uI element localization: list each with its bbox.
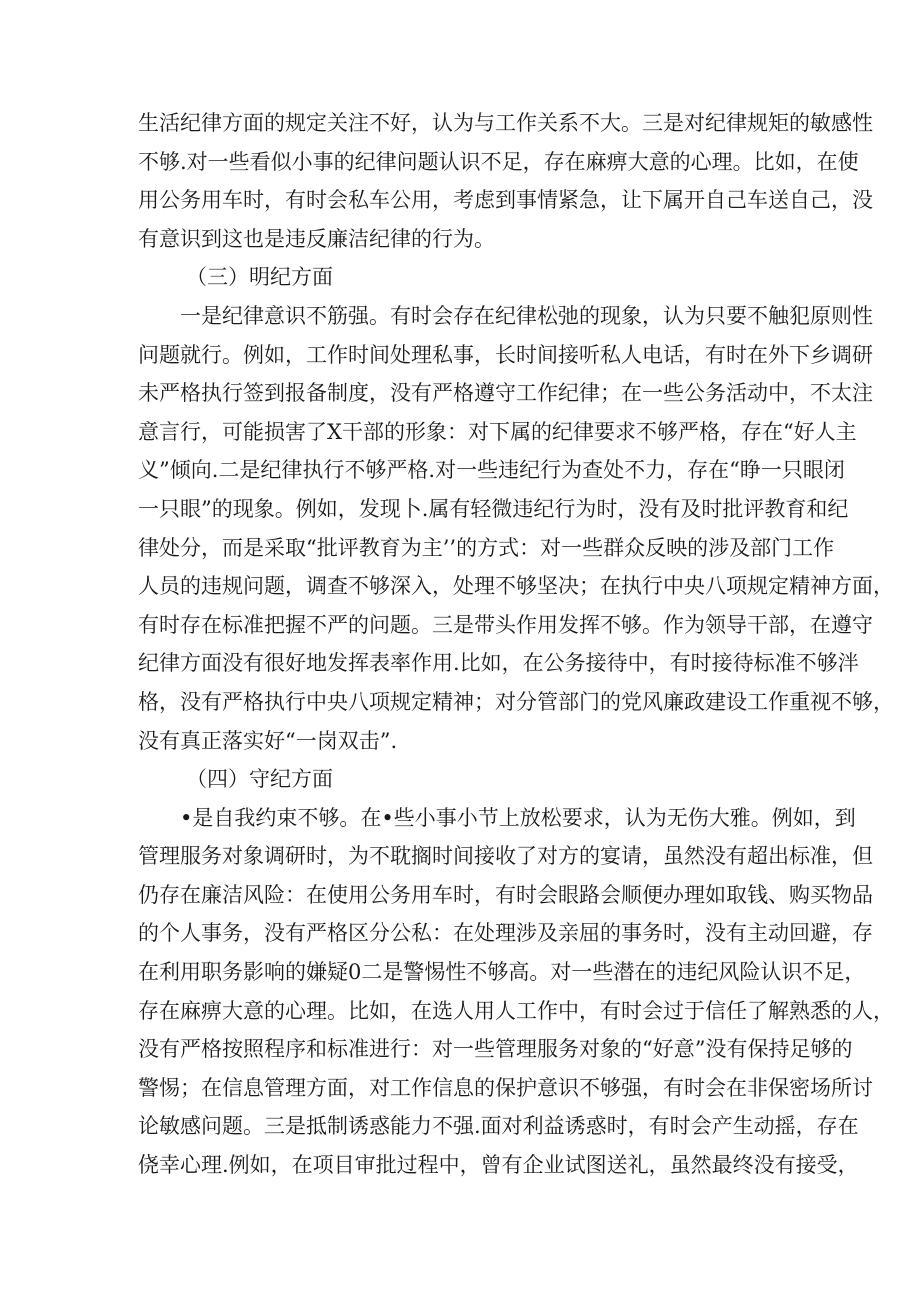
text-line: 仍存在廉洁风险：在使用公务用车时，有时会眼路会顺便办理如取钱、购买物品	[138, 882, 873, 907]
text-line: 用公务用车时，有时会私车公用，考虑到事情紧急，让下属开自己车送自己，没	[138, 188, 873, 213]
text-line: •是自我约束不够。在•些小事小节上放松要求，认为无伤大雅。例如，到	[180, 805, 856, 830]
text-line: 有意识到这也是违反廉洁纪律的行为。	[138, 226, 495, 251]
text-line: 一是纪律意识不筋强。有时会存在纪律松弛的现象，认为只要不触犯原则性	[180, 303, 873, 328]
text-line: 论敏感问题。三是抵制诱惑能力不强.面对利益诱惑时，有时会产生动摇，存在	[138, 1114, 859, 1139]
text-line: 问题就行。例如，工作时间处理私事，长时间接听私人电话，有时在外下乡调研	[138, 342, 873, 367]
text-line: 的个人事务，没有严格区分公私：在处理涉及亲屈的事务时，没有主动回避，存	[138, 921, 873, 946]
heading-text: （四）守纪方面	[186, 767, 333, 792]
text-line: 格，没有严格执行中央八项规定精神；对分管部门的党风廉政建设工作重视不够，	[138, 689, 894, 714]
text-line: 存在麻痹大意的心理。比如，在选人用人工作中，有时会过于信任了解熟悉的人，	[138, 998, 894, 1023]
text-line: 人员的违规问题，调查不够深入，处理不够坚决；在执行中央八项规定精神方面，	[138, 574, 894, 599]
text-line: 侥幸心理.例如，在项目审批过程中，曾有企业试图送礼，虽然最终没有接受，	[138, 1153, 859, 1178]
text-line: 未严格执行签到报备制度，没有严格遵守工作纪律；在一些公务活动中，不太注	[138, 381, 873, 406]
document-body	[138, 104, 894, 1185]
text-line: 没有真正落实好“一岗双击”.	[138, 728, 398, 753]
text-line: 没有严格按照程序和标准进行：对一些管理服务对象的“好意”没有保持足够的	[138, 1037, 853, 1062]
paragraph	[138, 799, 894, 1185]
text-line: 生活纪律方面的规定关注不好，认为与工作关系不大。三是对纪律规矩的敏感性	[138, 111, 873, 135]
section-heading	[138, 258, 786, 297]
paragraph	[138, 297, 894, 760]
heading-text: （三）明纪方面	[186, 265, 333, 290]
text-line: 警惕；在信息管理方面，对工作信息的保护意识不够强，有时会在非保密场所讨	[138, 1075, 873, 1100]
text-line: 一只眼”的现象。例如，发现卜.属有轻微违纪行为时，没有及时批评教育和纪	[138, 496, 849, 521]
text-line: 在利用职务影响的嫌疑0二是警惕性不够高。对一些潜在的违纪风险认识不足，	[138, 960, 866, 985]
text-line: 有时存在标准把握不严的问题。三是带头作用发挥不够。作为领导干部，在遵守	[138, 612, 873, 637]
text-line: 纪律方面没有很好地发挥表率作用.比如，在公务接待中，有时接待标准不够泮	[138, 651, 859, 676]
paragraph	[138, 104, 873, 258]
text-line: 律处分，而是采取“批评教育为主’’的方式：对一些群众反映的涉及部门工作	[138, 535, 835, 560]
text-line: 不够.对一些看似小事的纪律问题认识不足，存在麻痹大意的心理。比如，在使	[138, 149, 859, 174]
section-heading	[138, 760, 786, 799]
text-line: 意言行，可能损害了X干部的形象：对下属的纪律要求不够严格，存在“好人主	[138, 419, 857, 444]
text-line: 管理服务对象调研时，为不耽搁时间接收了对方的宴请，虽然没有超出标准，但	[138, 844, 873, 869]
text-line: 义”倾向.二是纪律执行不够严格.对一些违纪行为查处不力，存在“睁一只眼闭	[138, 458, 845, 483]
